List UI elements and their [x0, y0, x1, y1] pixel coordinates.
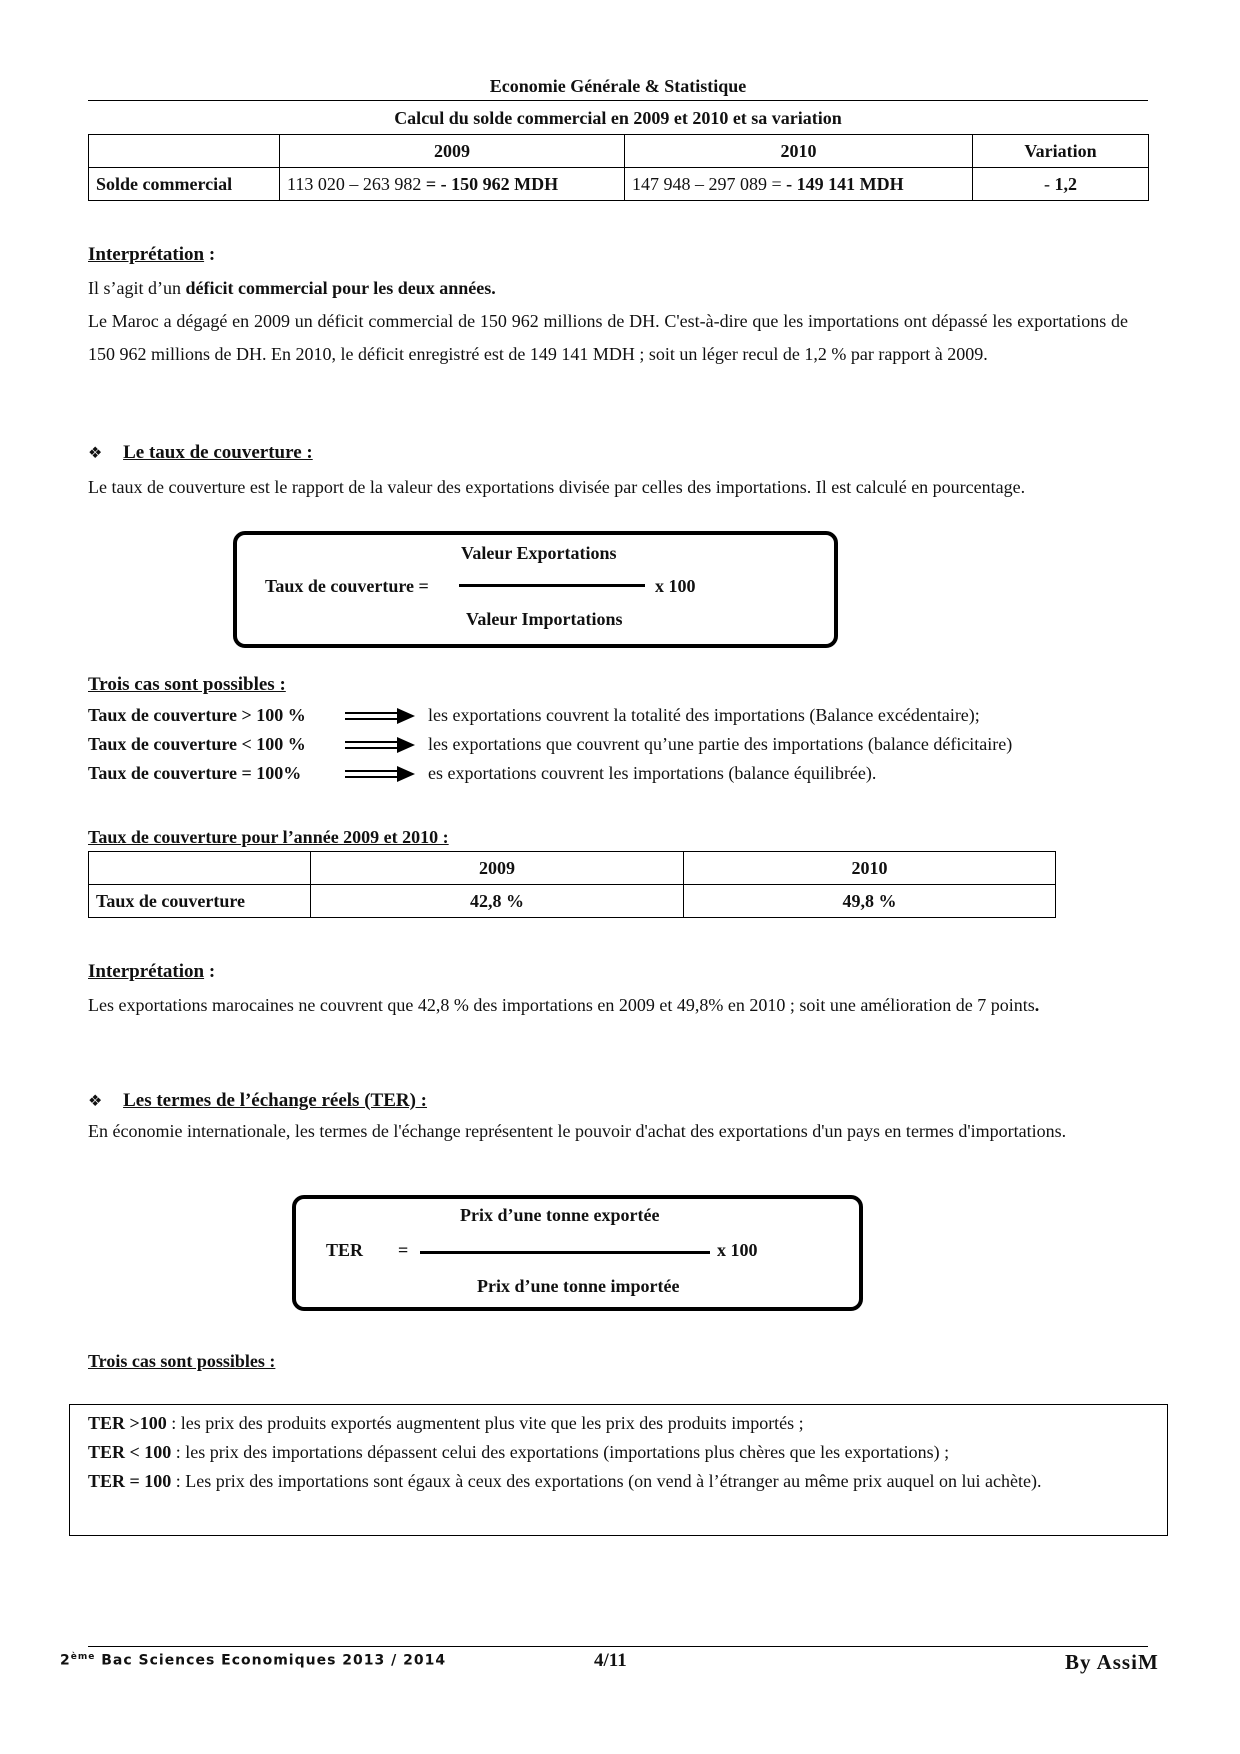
couverture-table-heading-text: Taux de couverture pour l’année 2009 et 2010 : — [88, 827, 449, 847]
right-arrow-icon — [345, 707, 415, 725]
cell-taux-2009: 42,8 % — [311, 885, 684, 918]
table-header-2010: 2010 — [625, 135, 973, 168]
ter-formula-factor: x 100 — [717, 1240, 758, 1260]
ter-case-condition: TER >100 — [88, 1413, 167, 1433]
ter-case-description: : Les prix des importations sont égaux à ceux des exportations (on vend à l’étranger au même prix auquel on lui achète). — [171, 1471, 1042, 1491]
cell-taux-2010: 49,8 % — [684, 885, 1056, 918]
header-divider — [88, 100, 1148, 101]
couverture-table-heading — [88, 827, 449, 848]
solde-commercial-table — [88, 134, 1149, 201]
formula-fraction-bar — [459, 584, 645, 587]
page-number: 4/11 — [594, 1650, 627, 1671]
footer-level-text: Bac Sciences Economiques 2013 / 2014 — [95, 1652, 447, 1669]
table-header-row — [89, 135, 1149, 168]
ter-formula-equals: = — [398, 1240, 409, 1260]
ter-formula-denominator: Prix d’une tonne importée — [477, 1276, 680, 1296]
table-corner-cell — [89, 852, 311, 885]
footer-level-sup: ème — [70, 1652, 96, 1662]
ter-definition: En économie internationale, les termes de l'échange représentent le pouvoir d'achat des exportations d'un pays en termes d'importations. — [88, 1121, 1067, 1141]
table-header-2009: 2009 — [280, 135, 625, 168]
result-2010: - 149 141 MDH — [786, 173, 904, 194]
ter-formula-lhs: TER — [326, 1240, 364, 1260]
interpretation-colon: : — [204, 244, 216, 265]
formula-factor: x 100 — [655, 576, 696, 596]
ter-cases-list — [88, 1409, 1148, 1496]
table-header-2009: 2009 — [311, 852, 684, 885]
interp-line1-prefix: Il s’agit d’un — [88, 278, 186, 298]
solde-table-caption: Calcul du solde commercial en 2009 et 2010 et sa variation — [394, 108, 842, 128]
variation-sign: - — [1044, 173, 1055, 194]
ter-cases-heading — [88, 1351, 275, 1372]
ter-formula-numerator: Prix d’une tonne exportée — [460, 1205, 660, 1225]
ter-case-description: : les prix des importations dépassent celui des exportations (importations plus chères que les exportations) ; — [171, 1442, 950, 1462]
variation-value: 1,2 — [1054, 173, 1077, 194]
cell-solde-2010 — [625, 168, 973, 201]
interp2-text: Les exportations marocaines ne couvrent que 42,8 % des importations en 2009 et 49,8% en 2010 ; soit une amélioration de 7 points — [88, 995, 1035, 1015]
table-row — [89, 885, 1056, 918]
footer-level — [60, 1652, 446, 1669]
couverture-definition: Le taux de couverture est le rapport de la valeur des exportations divisée par celles des importations. Il est calculé en pourcentage. — [88, 477, 1026, 497]
row-label-solde: Solde commercial — [89, 168, 280, 201]
table-header-row — [89, 852, 1056, 885]
footer-author: By AssiM — [1065, 1650, 1159, 1674]
case-condition: Taux de couverture = 100% — [88, 763, 302, 783]
interpretation-heading-text: Interprétation — [88, 244, 205, 265]
footer-divider — [88, 1646, 1148, 1647]
calc-2010: 147 948 – 297 089 = — [632, 173, 787, 194]
ter-section-heading — [88, 1090, 427, 1112]
ter-case-description: : les prix des produits exportés augmentent plus vite que les prix des produits importés ; — [166, 1413, 804, 1433]
interpretation-1-line1 — [88, 272, 1128, 305]
couverture-cases-heading — [88, 674, 286, 696]
interp2-end: . — [1034, 995, 1040, 1015]
case-description: es exportations couvrent les importations (balance équilibrée). — [428, 763, 877, 783]
taux-couverture-table — [88, 851, 1056, 918]
case-description: les exportations couvrent la totalité des importations (Balance excédentaire); — [428, 705, 980, 725]
cell-solde-2009 — [280, 168, 625, 201]
ter-case-condition: TER = 100 — [88, 1471, 172, 1491]
interpretation-2-paragraph — [88, 989, 1138, 1022]
interp-line1-bold: déficit commercial pour les deux années. — [185, 278, 496, 298]
case-description: les exportations que couvrent qu’une partie des importations (balance déficitaire) — [428, 734, 1013, 754]
list-item — [88, 1438, 1148, 1467]
interpretation-colon: : — [204, 961, 216, 982]
case-condition: Taux de couverture < 100 % — [88, 734, 306, 754]
table-header-2010: 2010 — [684, 852, 1056, 885]
table-corner-cell — [89, 135, 280, 168]
footer-level-number: 2 — [60, 1652, 71, 1669]
interpretation-heading-text: Interprétation — [88, 961, 205, 982]
diamond-bullet-icon: ❖ — [88, 1093, 103, 1110]
cases-heading-text: Trois cas sont possibles : — [88, 1351, 276, 1371]
formula-denominator: Valeur Importations — [466, 609, 623, 629]
interpretation-heading-1 — [88, 244, 215, 266]
list-item — [88, 1467, 1148, 1496]
calc-2009: 113 020 – 263 982 — [287, 173, 426, 194]
formula-numerator: Valeur Exportations — [461, 543, 617, 563]
interpretation-heading-2 — [88, 961, 215, 983]
right-arrow-icon — [345, 736, 415, 754]
list-item — [88, 1409, 1148, 1438]
couverture-section-heading — [88, 442, 313, 464]
diamond-bullet-icon: ❖ — [88, 445, 103, 462]
couverture-heading-text: Le taux de couverture : — [123, 442, 313, 463]
ter-case-condition: TER < 100 — [88, 1442, 172, 1462]
cases-heading-text: Trois cas sont possibles : — [88, 674, 286, 695]
interpretation-1-paragraph: Le Maroc a dégagé en 2009 un déficit commercial de 150 962 millions de DH. C'est-à-dire que les importations ont dépassé les exportations de 150 962 millions de DH. En 2010, le déficit enregistré est de 149 141 MDH ; soit un léger recul de 1,2 % par rapport à 2009. — [88, 311, 1128, 364]
table-row — [89, 168, 1149, 201]
table-header-variation: Variation — [973, 135, 1149, 168]
ter-fraction-bar — [420, 1251, 710, 1254]
row-label-taux: Taux de couverture — [89, 885, 311, 918]
result-2009: = - 150 962 MDH — [425, 173, 559, 194]
case-condition: Taux de couverture > 100 % — [88, 705, 306, 725]
right-arrow-icon — [345, 765, 415, 783]
ter-heading-text: Les termes de l’échange réels (TER) : — [123, 1090, 428, 1111]
document-header-title: Economie Générale & Statistique — [489, 76, 747, 96]
cell-variation — [973, 168, 1149, 201]
formula-lhs: Taux de couverture = — [265, 576, 429, 596]
